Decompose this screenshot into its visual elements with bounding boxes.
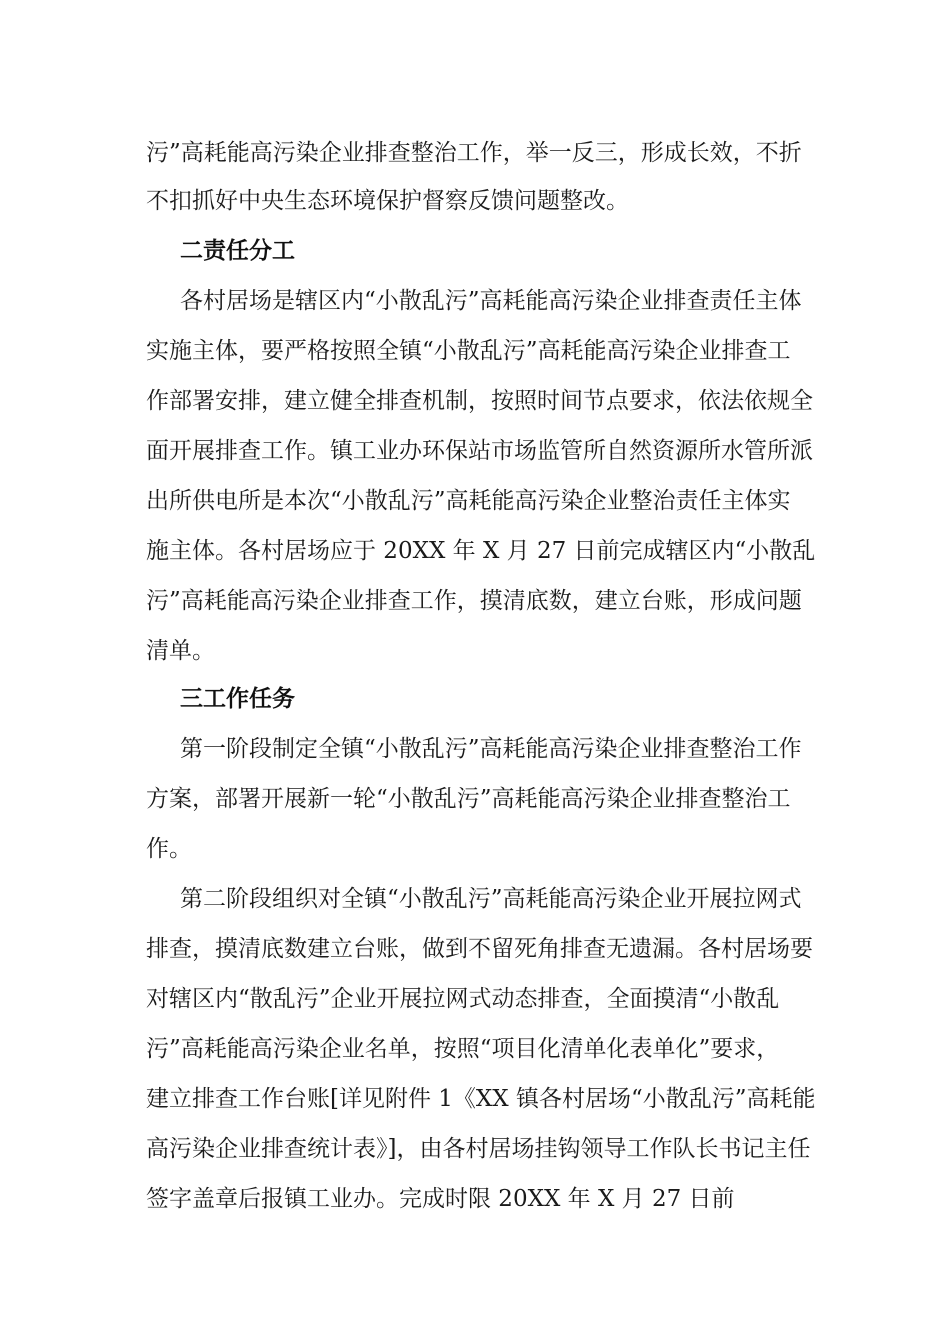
body-text-line: 污”高耗能高污染企业排查整治工作，举一反三，形成长效，不折 [146, 140, 802, 166]
body-text-line: 污”高耗能高污染企业名单，按照“项目化清单化表单化”要求， [146, 1036, 780, 1062]
body-text-line: 作部署安排，建立健全排查机制，按照时间节点要求，依法依规全 [146, 388, 813, 414]
section-heading: 二责任分工 [180, 238, 295, 264]
body-text-line: 排查，摸清底数建立台账，做到不留死角排查无遗漏。各村居场要 [146, 936, 813, 962]
body-text-line: 施主体。各村居场应于 20XX 年 X 月 27 日前完成辖区内“小散乱 [146, 538, 816, 564]
body-text-line: 对辖区内“散乱污”企业开展拉网式动态排查，全面摸清“小散乱 [146, 986, 780, 1012]
body-text-line: 污”高耗能高污染企业排查工作，摸清底数，建立台账，形成问题 [146, 588, 802, 614]
body-text-line: 出所供电所是本次“小散乱污”高耗能高污染企业整治责任主体实 [146, 488, 791, 514]
body-text-line: 第一阶段制定全镇“小散乱污”高耗能高污染企业排查整治工作 [180, 736, 802, 762]
body-text-line: 方案，部署开展新一轮“小散乱污”高耗能高污染企业排查整治工 [146, 786, 791, 812]
body-text-line: 作。 [146, 836, 192, 862]
body-text-line: 清单。 [146, 638, 215, 664]
body-text-line: 面开展排查工作。镇工业办环保站市场监管所自然资源所水管所派 [146, 438, 813, 464]
body-text-line: 签字盖章后报镇工业办。完成时限 20XX 年 X 月 27 日前 [146, 1186, 735, 1212]
body-text-line: 实施主体，要严格按照全镇“小散乱污”高耗能高污染企业排查工 [146, 338, 791, 364]
section-heading: 三工作任务 [180, 686, 295, 712]
body-text-line: 各村居场是辖区内“小散乱污”高耗能高污染企业排查责任主体 [180, 288, 802, 314]
body-text-line: 建立排查工作台账[详见附件 1《XX 镇各村居场“小散乱污”高耗能 [146, 1086, 816, 1112]
body-text-line: 高污染企业排查统计表》]，由各村居场挂钩领导工作队长书记主任 [146, 1136, 811, 1162]
body-text-line: 第二阶段组织对全镇“小散乱污”高耗能高污染企业开展拉网式 [180, 886, 802, 912]
body-text-line: 不扣抓好中央生态环境保护督察反馈问题整改。 [146, 188, 629, 214]
